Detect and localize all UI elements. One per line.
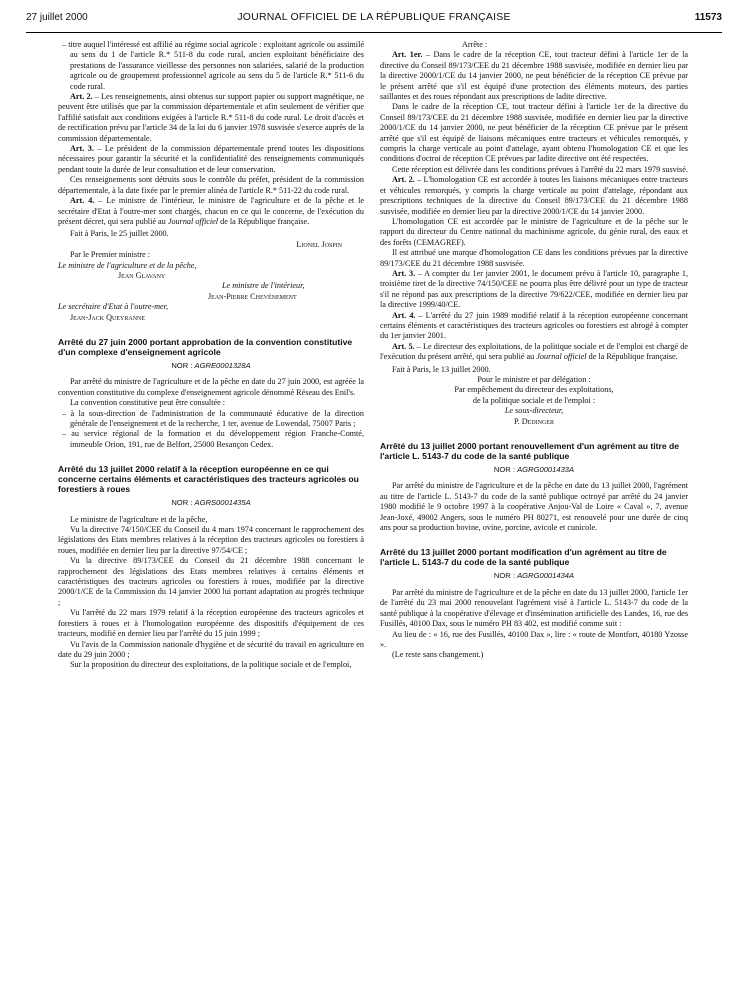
article-4 <box>380 311 688 342</box>
dash-item: – titre auquel l'intéressé est affilié au régime social agricole : exploitant agricole ou assimilé au sens du 1 de l'article R.* 511-8 du code rural, ancien exploitant bénéficiaire des prestations de l'assurance vieillesse des personnes non salariées, salarié de la production agricole ou de groupement professionnel agricole au sens du 5 de l'article R.* 511-6 du code rural. <box>62 40 364 91</box>
article-text: – Les renseignements, ainsi obtenus sur support papier ou support magnétique, ne peuvent être utilisés que par la commission départementale et afin seulement de vérifier que l'affilié satisfait aux conditions exigées à l'article R.* 511-8 du code rural. Le droit d'accès et de rectification prévu par l'article 34 de la loi du 6 janvier 1978 susvisée s'exerce auprès de la commission départementale. <box>58 92 364 143</box>
article-4 <box>58 196 364 227</box>
article-label: Art. 1er. <box>392 50 423 60</box>
fait-date: Fait à Paris, le 25 juillet 2000. <box>70 229 169 239</box>
signature-name: P. Dedinger <box>514 416 554 426</box>
nor-reference: NOR : AGRG0001433A <box>493 465 575 475</box>
right-column <box>380 40 688 661</box>
paragraph: Sur la proposition du directeur des exploitations, de la politique sociale et de l'emploi, <box>70 660 352 670</box>
dash-item: – à la sous-direction de l'administration de la communauté éducative de la direction générale de l'enseignement et de la recherche, 1 ter, avenue de Lowendal, 75007 Paris ; <box>62 408 364 428</box>
paragraph: Vu la directive 89/173/CEE du Conseil du 21 décembre 1988 concernant le rapprochement des législations des Etats membres relatives à certains éléments et caractéristiques des tracteurs agricoles ou forestiers à roues, modifiée par la directive 2000/1/CE de la Commission du 14 janvier 2000 lui portant adaptation au progrès technique ; <box>58 556 364 607</box>
article-label: Art. 2. <box>392 175 415 185</box>
paragraph: Vu l'avis de la Commission nationale d'hygiène et de sécurité du travail en agriculture en date du 29 juin 2000 ; <box>58 639 364 659</box>
signature-line: Par empêchement du directeur des exploitations, <box>454 385 614 395</box>
arrete-title: Arrêté du 27 juin 2000 portant approbation de la convention constitutive d'un complexe d'enseignement agricole <box>58 336 353 357</box>
minister-name: Jean-Jack Queyranne <box>70 312 146 322</box>
page-header <box>26 8 722 33</box>
signature-title: Le sous-directeur, <box>504 406 564 416</box>
article-label: Art. 4. <box>70 196 95 206</box>
article-label: Art. 3. <box>70 144 94 154</box>
paragraph: La convention constitutive peut être consultée : <box>70 398 226 408</box>
article-3 <box>380 269 688 311</box>
arrete-title: Arrêté du 13 juillet 2000 portant modification d'un agrément au titre de l'article L. 5143-7 du code de la santé publique <box>380 547 667 568</box>
paragraph: Cette réception est délivrée dans les conditions prévues à l'arrêté du 22 mars 1979 susvisé. <box>392 164 688 174</box>
page-number: 11573 <box>694 12 722 23</box>
paragraph: Par arrêté du ministre de l'agriculture et de la pêche en date du 13 juillet 2000, l'agrément au titre de l'article L. 5143-7 du code de la santé publique octroyé par arrêté du 24 janvier 1980 modifié le 9 octobre 1997 à la coopérative Anjou-Val de Loire « Caval », 7, avenue Jean-Joxé, 49002 Angers, sous le numéro PH 80271, est renouvelé pour une durée de cinq ans pour sa production bovine, ovine, porcine, avicole et cunicole. <box>380 481 688 533</box>
left-column <box>58 40 364 671</box>
article-1 <box>380 50 688 102</box>
journal-officiel-ref: Journal officiel <box>536 352 587 362</box>
minister-name: Jean-Pierre Chevènement <box>208 291 297 301</box>
journal-officiel-ref: Journal officiel <box>167 216 219 226</box>
nor-reference: NOR : AGRE0001328A <box>171 360 251 370</box>
paragraph: Il est attribué une marque d'homologation CE dans les conditions prévues par la directive 89/173/CEE du 21 décembre 1988 susvisée. <box>380 248 688 268</box>
arrete-title: Arrêté du 13 juillet 2000 portant renouvellement d'un agrément au titre de l'article L. 5143-7 du code de la santé publique <box>380 441 680 462</box>
article-label: Art. 3. <box>392 268 416 278</box>
article-text: – Le ministre de l'intérieur, le ministre de l'agriculture et de la pêche et le secrétaire d'Etat à l'outre-mer sont chargés, chacun en ce qui le concerne, de l'exécution du présent décret, qui sera publié au <box>58 196 365 226</box>
paragraph: Par arrêté du ministre de l'agriculture et de la pêche en date du 13 juillet 2000, l'article 1er de l'arrêté du 23 mai 2000 renouvelant l'agrément visé à l'article L. 5143-7 du code de la santé publique à la coopérative d'élevage et d'insémination artificielle des Landes, 16, rue des Fusillés, 40100 Dax, sous le numéro PH 83 402, est modifié comme suit : <box>380 587 688 629</box>
journal-title: JOURNAL OFFICIEL DE LA RÉPUBLIQUE FRANÇAISE <box>237 11 511 23</box>
par-premier-ministre: Par le Premier ministre : <box>70 250 151 260</box>
article-text: de la République française. <box>586 352 678 362</box>
paragraph: Au lieu de : « 16, rue des Fusillés, 40100 Dax », lire : « route de Montfort, 40180 Yzosse ». <box>380 629 688 649</box>
signature-line: de la politique sociale et de l'emploi : <box>472 395 596 405</box>
fait-date: Fait à Paris, le 13 juillet 2000. <box>392 364 491 374</box>
header-date: 27 juillet 2000 <box>26 12 88 23</box>
article-text: – A compter du 1er janvier 2001, le document prévu à l'article 10, paragraphe 1, troisième tiret de la directive 74/150/CEE ne pourra plus être délivré pour un type de tracteur s'il ne répond pas aux prescriptions de la directive 79/622/CEE, modifiée en dernier lieu par la directive 1999/40/CE. <box>380 268 689 310</box>
dash-item: – au service régional de la formation et du développement région Franche-Comté, immeuble Orion, 191, rue de Belfort, 25000 Besançon Cedex. <box>62 429 364 449</box>
minister-title: Le secrétaire d'Etat à l'outre-mer, <box>58 302 168 312</box>
article-label: Art. 5. <box>392 341 415 351</box>
article-text: – Dans le cadre de la réception CE, tout tracteur défini à l'article 1er de la directive du Conseil 89/173/CEE du 21 décembre 1988 susvisée, modifiée en dernier lieu par la directive 2000/1/CE du 14 janvier 2000, ne peut bénéficier de la réception CE prévue par le présent arrêté que s'il est équipé d'une protection des éléments moteurs, des parties saillantes et des roues répondant aux prescriptions de ladite directive. <box>380 50 688 102</box>
arrete-title: Arrêté du 13 juillet 2000 relatif à la réception européenne en ce qui concerne certains éléments et caractéristiques des tracteurs agricoles ou forestiers à roues <box>58 464 359 495</box>
minister-title: Le ministre de l'intérieur, <box>222 281 305 291</box>
minister-name: Jean Glavany <box>118 270 166 280</box>
article-text: de la République française. <box>218 216 310 226</box>
article-2 <box>380 175 688 217</box>
article-2 <box>58 92 364 144</box>
article-label: Art. 4. <box>392 310 416 320</box>
paragraph: Par arrêté du ministre de l'agriculture et de la pêche en date du 27 juin 2000, est agréée la convention constitutive du complexe d'enseignement agricole dénommé Réseau des Enil's. <box>58 377 364 397</box>
minister-title: Le ministre de l'agriculture et de la pêche, <box>58 260 197 270</box>
paragraph: L'homologation CE est accordée par le ministre de l'agriculture et de la pêche sur le rapport du directeur du Centre national du machinisme agricole, du génie rural, des eaux et des forêts (CEMAGREF). <box>380 216 688 247</box>
paragraph: Dans le cadre de la réception CE, tout tracteur défini à l'article 1er de la directive du Conseil 89/173/CEE du 21 décembre 1988 susvisée, modifiée en dernier lieu par la directive 2000/1/CE du 14 janvier 2000, ne peut bénéficier de la réception CE prévue par le présent arrêté que s'il est équipé de liaisons mécaniques entre tracteurs et véhicules remorqués, y compris la charge verticale au point d'attelage, ayant obtenu l'homologation CE et que les conditions d'octroi de réception CE prévues par ladite directive ont été respectées. <box>380 102 688 164</box>
paragraph: Le ministre de l'agriculture et de la pêche, <box>70 514 208 524</box>
article-label: Art. 2. <box>70 92 93 102</box>
article-text: – L'homologation CE est accordée à toutes les liaisons mécaniques entre tracteurs et véhicules remorqués, y compris la charge verticale au point d'attelage, répondant aux prescriptions techniques de la directive du Conseil 89/173/CEE du 21 décembre 1988 susvisée, modifiée en dernier lieu par la directive 2000/1/CE du 14 janvier 2000. <box>380 175 688 216</box>
paragraph: Ces renseignements sont détruits sous le contrôle du préfet, président de la commission départementale, à la date fixée par le premier alinéa de l'article R.* 511-22 du code rural. <box>58 175 364 195</box>
signature-line: Pour le ministre et par délégation : <box>477 375 591 384</box>
signature-jospin: Lionel Jospin <box>296 239 342 249</box>
arrete-heading: Arrête : <box>462 40 488 49</box>
article-text: – Le directeur des exploitations, de la politique sociale et de l'emploi est chargé de l'exécution du présent arrêté, qui sera publié au <box>380 341 688 362</box>
article-text: – L'arrêté du 27 juin 1989 modifié relatif à la réception européenne concernant certains éléments et caractéristiques des tracteurs agricoles ou forestiers est abrogé à compter du 1er janvier 2001. <box>380 310 689 341</box>
nor-reference: NOR : AGRS0001435A <box>171 498 251 508</box>
article-5 <box>380 342 688 363</box>
paragraph: Vu l'arrêté du 22 mars 1979 relatif à la réception européenne des tracteurs agricoles et forestiers à roues et à l'homologation européenne des dispositifs d'équipement de ces tracteurs, modifié en dernier lieu par l'arrêté du 15 juin 1999 ; <box>58 608 364 639</box>
nor-reference: NOR : AGRG0001434A <box>493 571 575 581</box>
article-text: – Le président de la commission départementale prend toutes les dispositions nécessaires pour garantir la sécurité et la confidentialité des renseignements communiqués pendant toute la durée de leur consultation et de leur conservation. <box>58 144 364 174</box>
paragraph: (Le reste sans changement.) <box>392 650 484 660</box>
article-3 <box>58 144 364 175</box>
paragraph: Vu la directive 74/150/CEE du Conseil du 4 mars 1974 concernant le rapprochement des législations des Etats membres relatives à la réception des tracteurs agricoles ou forestiers à roues, modifiée en dernier lieu par la directive 97/54/CE ; <box>58 525 364 555</box>
